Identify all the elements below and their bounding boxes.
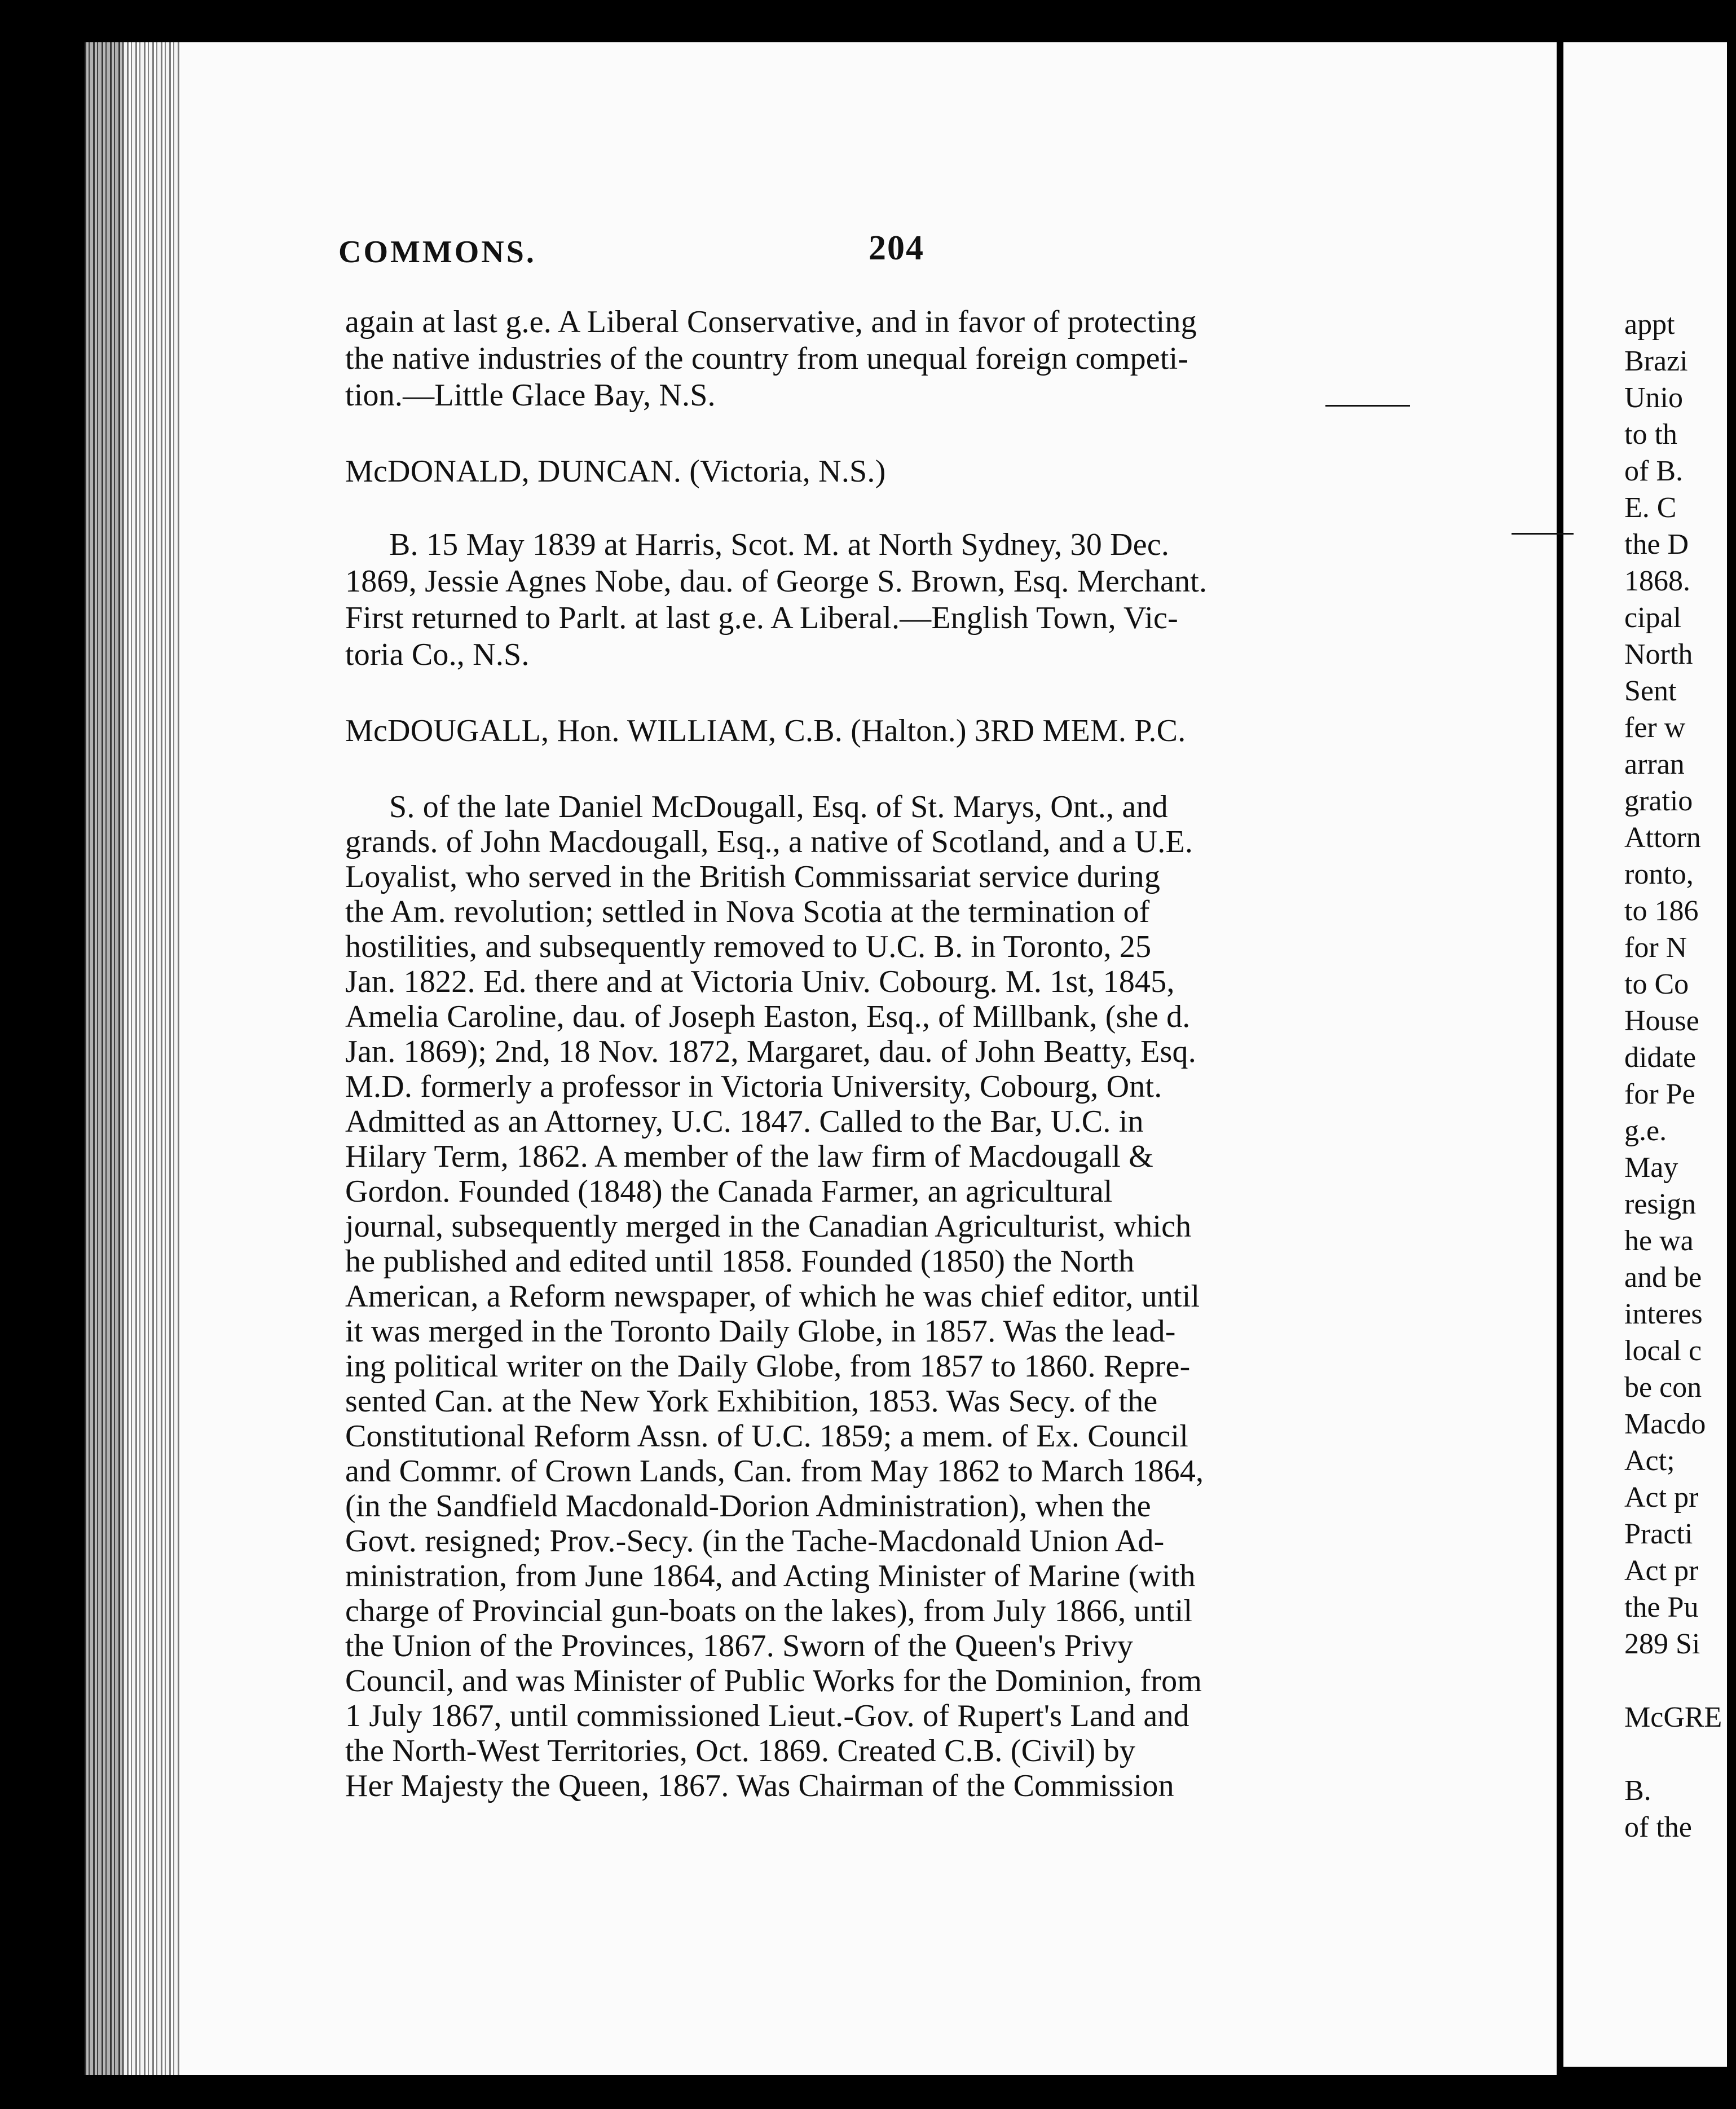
adjacent-page-line: Practi <box>1624 1518 1693 1550</box>
text-line: 1 July 1867, until commissioned Lieut.-Gov. of Rupert's Land and <box>345 1698 1189 1733</box>
adjacent-page-line: fer w <box>1624 712 1686 744</box>
running-header: COMMONS. <box>338 235 536 270</box>
text-line: hostilities, and subsequently removed to U.C. B. in Toronto, 25 <box>345 929 1152 964</box>
text-line: tion.—Little Glace Bay, N.S. <box>345 378 716 413</box>
adjacent-page-line: and be <box>1624 1261 1702 1294</box>
adjacent-page-line: be con <box>1624 1371 1702 1404</box>
text-line: grands. of John Macdougall, Esq., a native of Scotland, and a U.E. <box>345 824 1193 859</box>
adjacent-page-line: for Pe <box>1624 1078 1695 1110</box>
adjacent-page-line: g.e. <box>1624 1115 1667 1147</box>
text-line: the native industries of the country from unequal foreign competi- <box>345 341 1189 376</box>
text-line: and Commr. of Crown Lands, Can. from May 1862 to March 1864, <box>345 1454 1204 1489</box>
text-line: 1869, Jessie Agnes Nobe, dau. of George S. Brown, Esq. Merchant. <box>345 564 1208 599</box>
adjacent-page-line: local c <box>1624 1335 1702 1367</box>
adjacent-page-line: May <box>1624 1151 1678 1184</box>
text-line: M.D. formerly a professor in Victoria University, Cobourg, Ont. <box>345 1069 1162 1104</box>
text-line: Council, and was Minister of Public Works for the Dominion, from <box>345 1664 1202 1698</box>
text-line: Govt. resigned; Prov.-Secy. (in the Tache-Macdonald Union Ad- <box>345 1524 1165 1559</box>
adjacent-page-line: the D <box>1624 528 1689 561</box>
adjacent-page-line: Act pr <box>1624 1481 1699 1514</box>
page-number: 204 <box>869 229 924 267</box>
text-line: toria Co., N.S. <box>345 637 530 672</box>
adjacent-page-line: appt <box>1624 308 1675 341</box>
text-line: charge of Provincial gun-boats on the lakes), from July 1866, until <box>345 1594 1193 1629</box>
text-line: Gordon. Founded (1848) the Canada Farmer, an agricultural <box>345 1174 1113 1209</box>
text-line: the Union of the Provinces, 1867. Sworn of the Queen's Privy <box>345 1629 1134 1664</box>
text-line: Jan. 1869); 2nd, 18 Nov. 1872, Margaret, dau. of John Beatty, Esq. <box>345 1034 1196 1069</box>
text-line: First returned to Parlt. at last g.e. A Liberal.—English Town, Vic- <box>345 601 1178 636</box>
text-line: Constitutional Reform Assn. of U.C. 1859; a mem. of Ex. Council <box>345 1419 1188 1454</box>
text-line: journal, subsequently merged in the Canadian Agriculturist, which <box>345 1209 1192 1244</box>
text-line: S. of the late Daniel McDougall, Esq. of St. Marys, Ont., and <box>389 789 1168 824</box>
text-line: the North-West Territories, Oct. 1869. Created C.B. (Civil) by <box>345 1733 1136 1768</box>
adjacent-page-line: 1868. <box>1624 565 1690 597</box>
text-line: (in the Sandfield Macdonald-Dorion Administration), when the <box>345 1489 1151 1524</box>
adjacent-page-line: House <box>1624 1005 1699 1037</box>
adjacent-page-line: B. <box>1624 1775 1651 1807</box>
text-line: he published and edited until 1858. Founded (1850) the North <box>345 1244 1135 1279</box>
adjacent-page-line: to Co <box>1624 968 1689 1000</box>
adjacent-page-line: Attorn <box>1624 822 1701 854</box>
adjacent-page-line: Macdo <box>1624 1408 1706 1440</box>
adjacent-page-line: ronto, <box>1624 858 1694 890</box>
adjacent-page-line: didate <box>1624 1042 1697 1074</box>
adjacent-page-line: of the <box>1624 1811 1692 1843</box>
adjacent-page-line: Act pr <box>1624 1555 1699 1587</box>
adjacent-page-line: Sent <box>1624 675 1677 707</box>
text-line: sented Can. at the New York Exhibition, 1853. Was Secy. of the <box>345 1384 1158 1419</box>
adjacent-page-line: McGRE <box>1624 1701 1722 1733</box>
adjacent-page-line: 289 Si <box>1624 1628 1700 1660</box>
text-line: it was merged in the Toronto Daily Globe, in 1857. Was the lead- <box>345 1314 1176 1349</box>
text-line: ministration, from June 1864, and Acting Minister of Marine (with <box>345 1559 1196 1594</box>
adjacent-page-line: Brazi <box>1624 345 1688 377</box>
adjacent-page-line: cipal <box>1624 602 1682 634</box>
text-line: Hilary Term, 1862. A member of the law firm of Macdougall & <box>345 1139 1153 1174</box>
adjacent-page-line: Act; <box>1624 1445 1675 1477</box>
entry-heading-line: McDONALD, DUNCAN. (Victoria, N.S.) <box>345 454 886 489</box>
text-line: Admitted as an Attorney, U.C. 1847. Called to the Bar, U.C. in <box>345 1104 1144 1139</box>
text-line: ing political writer on the Daily Globe, from 1857 to 1860. Repre- <box>345 1349 1191 1384</box>
entry-heading-line: McDOUGALL, Hon. WILLIAM, C.B. (Halton.) 3RD MEM. P.C. <box>345 713 1186 748</box>
text-line: again at last g.e. A Liberal Conservative, and in favor of protecting <box>345 305 1197 339</box>
pen-dash-mark <box>1325 405 1410 407</box>
gutter-noise <box>85 42 180 2075</box>
pen-bracket-mark <box>1512 533 1574 535</box>
text-line: Jan. 1822. Ed. there and at Victoria Univ. Cobourg. M. 1st, 1845, <box>345 964 1175 999</box>
adjacent-page-line: E. C <box>1624 492 1677 524</box>
text-line: American, a Reform newspaper, of which he was chief editor, until <box>345 1279 1200 1314</box>
adjacent-page-line: he wa <box>1624 1225 1694 1257</box>
adjacent-page-line: North <box>1624 638 1693 670</box>
text-line: B. 15 May 1839 at Harris, Scot. M. at North Sydney, 30 Dec. <box>389 527 1170 562</box>
adjacent-page-line: resign <box>1624 1188 1697 1220</box>
text-line: Her Majesty the Queen, 1867. Was Chairman of the Commission <box>345 1768 1174 1803</box>
adjacent-page-line: gratio <box>1624 785 1693 817</box>
adjacent-page-line: interes <box>1624 1298 1703 1330</box>
adjacent-page-line: arran <box>1624 748 1685 780</box>
adjacent-page-line: to 186 <box>1624 895 1699 927</box>
adjacent-page-line: Unio <box>1624 382 1683 414</box>
text-line: Loyalist, who served in the British Commissariat service during <box>345 859 1161 894</box>
adjacent-page-line: of B. <box>1624 455 1683 487</box>
adjacent-page-line: to th <box>1624 418 1677 451</box>
text-line: Amelia Caroline, dau. of Joseph Easton, Esq., of Millbank, (she d. <box>345 999 1191 1034</box>
text-line: the Am. revolution; settled in Nova Scotia at the termination of <box>345 894 1150 929</box>
adjacent-page-line: for N <box>1624 932 1687 964</box>
adjacent-page-line: the Pu <box>1624 1591 1699 1623</box>
